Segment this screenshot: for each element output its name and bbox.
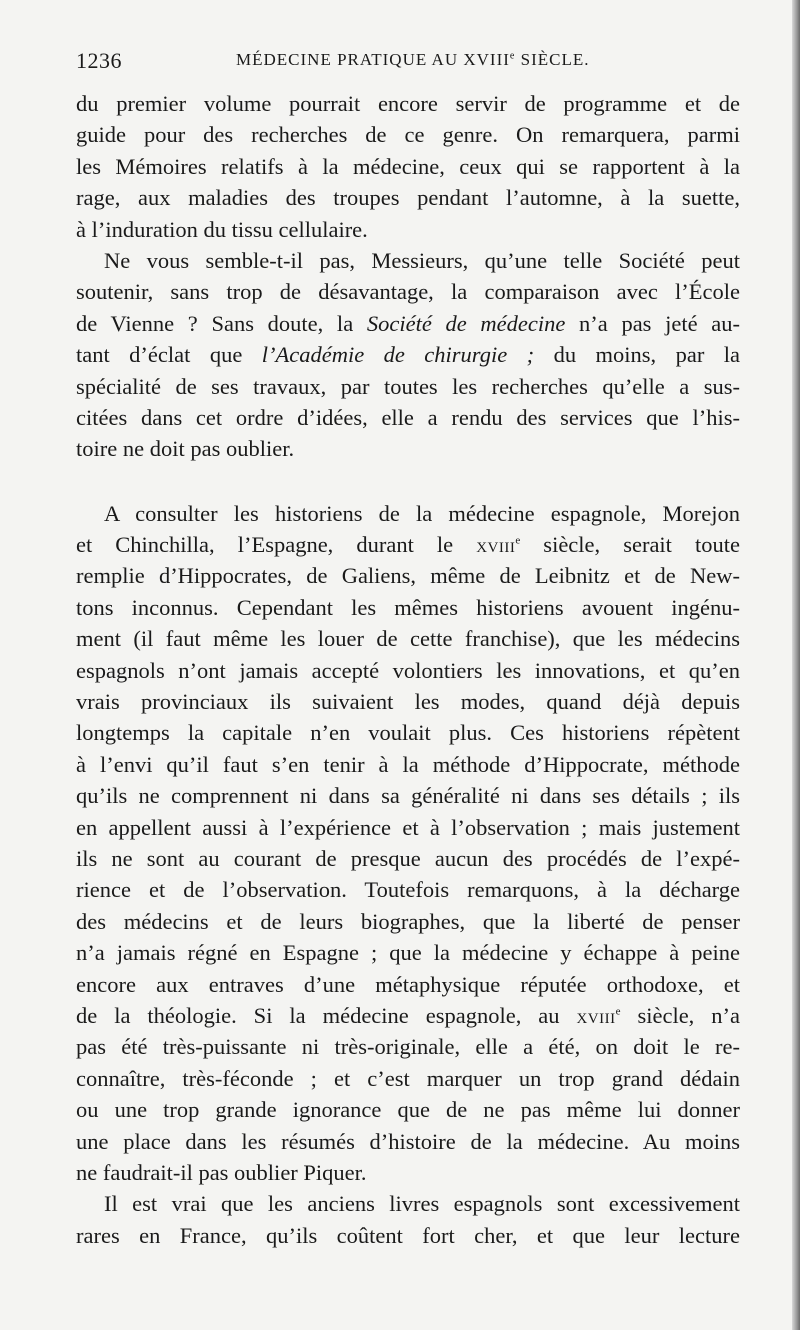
text-line: connaître, très-féconde ; et c’est marquer un trop grand dédain <box>76 1065 740 1091</box>
text-line: remplie d’Hippocrates, de Galiens, même de Leibnitz et de New- <box>76 563 740 589</box>
page-number: 1236 <box>76 48 122 73</box>
text-line: espagnols n’ont jamais accepté volontiers les innovations, et qu’en <box>76 657 740 683</box>
italic-title: l’Académie de chirurgie ; <box>261 342 535 368</box>
section-gap <box>76 465 740 498</box>
text-line: des médecins et de leurs biographes, que la liberté de penser <box>76 908 740 934</box>
text-line: vrais provinciaux ils suivaient les modes, quand déjà depuis <box>76 689 740 715</box>
text-line <box>76 529 740 560</box>
text-line: ne faudrait-il pas oublier Piquer. <box>76 1159 367 1185</box>
body-text <box>76 88 740 1251</box>
text-line: ou une trop grande ignorance que de ne pas même lui donner <box>76 1097 740 1123</box>
text-line: tons inconnus. Cependant les mêmes historiens avouent ingénu- <box>76 594 740 620</box>
text-run: tant d’éclat que <box>76 342 262 368</box>
text-line: pas été très-puissante ni très-originale, elle a été, on doit le re- <box>76 1034 740 1060</box>
text-line: du premier volume pourrait encore servir de programme et de <box>76 91 740 116</box>
text-line: longtemps la capitale n’en voulait plus. Ces historiens répètent <box>76 720 740 746</box>
running-head <box>236 50 589 70</box>
text-line: une place dans les résumés d’histoire de la médecine. Au moins <box>76 1128 740 1154</box>
text-line: toire ne doit pas oublier. <box>76 436 295 462</box>
running-head-text: MÉDECINE PRATIQUE AU XVIII <box>236 50 510 69</box>
text-line: rience et de l’observation. Toutefois remarquons, à la décharge <box>76 877 740 903</box>
text-line: en appellent aussi à l’expérience et à l’observation ; mais justement <box>76 814 740 840</box>
text-run: et Chinchilla, l’Espagne, durant le <box>76 532 477 558</box>
text-line: A consulter les historiens de la médecine espagnole, Morejon <box>104 500 740 526</box>
text-line <box>76 339 740 370</box>
text-line: à l’induration du tissu cellulaire. <box>76 216 368 242</box>
text-line: encore aux entraves d’une métaphysique réputée orthodoxe, et <box>76 971 740 997</box>
text-line: rares en France, qu’ils coûtent fort cher, et que leur lecture <box>76 1222 740 1248</box>
text-run: siècle, n’a <box>620 1002 740 1028</box>
text-line: n’a jamais régné en Espagne ; que la médecine y échappe à peine <box>76 940 740 966</box>
running-head-end: SIÈCLE. <box>515 50 590 69</box>
text-line <box>76 308 740 339</box>
page-header <box>76 48 736 78</box>
small-caps-century: XVIII <box>576 1010 616 1027</box>
superscript: e <box>615 1005 621 1018</box>
text-line: guide pour des recherches de ce genre. On remarquera, parmi <box>76 122 740 148</box>
text-line: citées dans cet ordre d’idées, elle a rendu des services que l’his- <box>76 404 740 430</box>
italic-title: Société de médecine <box>366 310 566 336</box>
text-line: qu’ils ne comprennent ni dans sa généralité ni dans ses détails ; ils <box>76 783 740 809</box>
text-line: rage, aux maladies des troupes pendant l’automne, à la suette, <box>76 185 740 211</box>
text-line: Il est vrai que les anciens livres espagnols sont excessivement <box>104 1191 740 1217</box>
text-line: à l’envi qu’il faut s’en tenir à la méthode d’Hippocrate, méthode <box>76 751 740 777</box>
small-caps-century: XVIII <box>476 540 516 557</box>
superscript: e <box>515 534 521 547</box>
text-run: de Vienne ? Sans doute, la <box>76 310 367 336</box>
running-head-sup: e <box>509 50 516 62</box>
text-line <box>76 1000 740 1031</box>
text-line: Ne vous semble-t-il pas, Messieurs, qu’une telle Société peut <box>104 247 740 273</box>
text-line: les Mémoires relatifs à la médecine, ceux qui se rapportent à la <box>76 153 740 179</box>
text-line: spécialité de ses travaux, par toutes les recherches qu’elle a sus- <box>76 373 740 399</box>
page-edge-shadow <box>792 0 800 1330</box>
text-run: du moins, par la <box>534 342 740 368</box>
text-line: ils ne sont au courant de presque aucun des procédés de l’expé- <box>76 845 740 871</box>
text-run: siècle, serait toute <box>520 532 740 558</box>
text-line: soutenir, sans trop de désavantage, la comparaison avec l’École <box>76 279 740 305</box>
text-run: de la théologie. Si la médecine espagnole, au <box>76 1002 577 1028</box>
text-line: ment (il faut même les louer de cette franchise), que les médecins <box>76 626 740 652</box>
text-run: n’a pas jeté au- <box>565 310 740 336</box>
